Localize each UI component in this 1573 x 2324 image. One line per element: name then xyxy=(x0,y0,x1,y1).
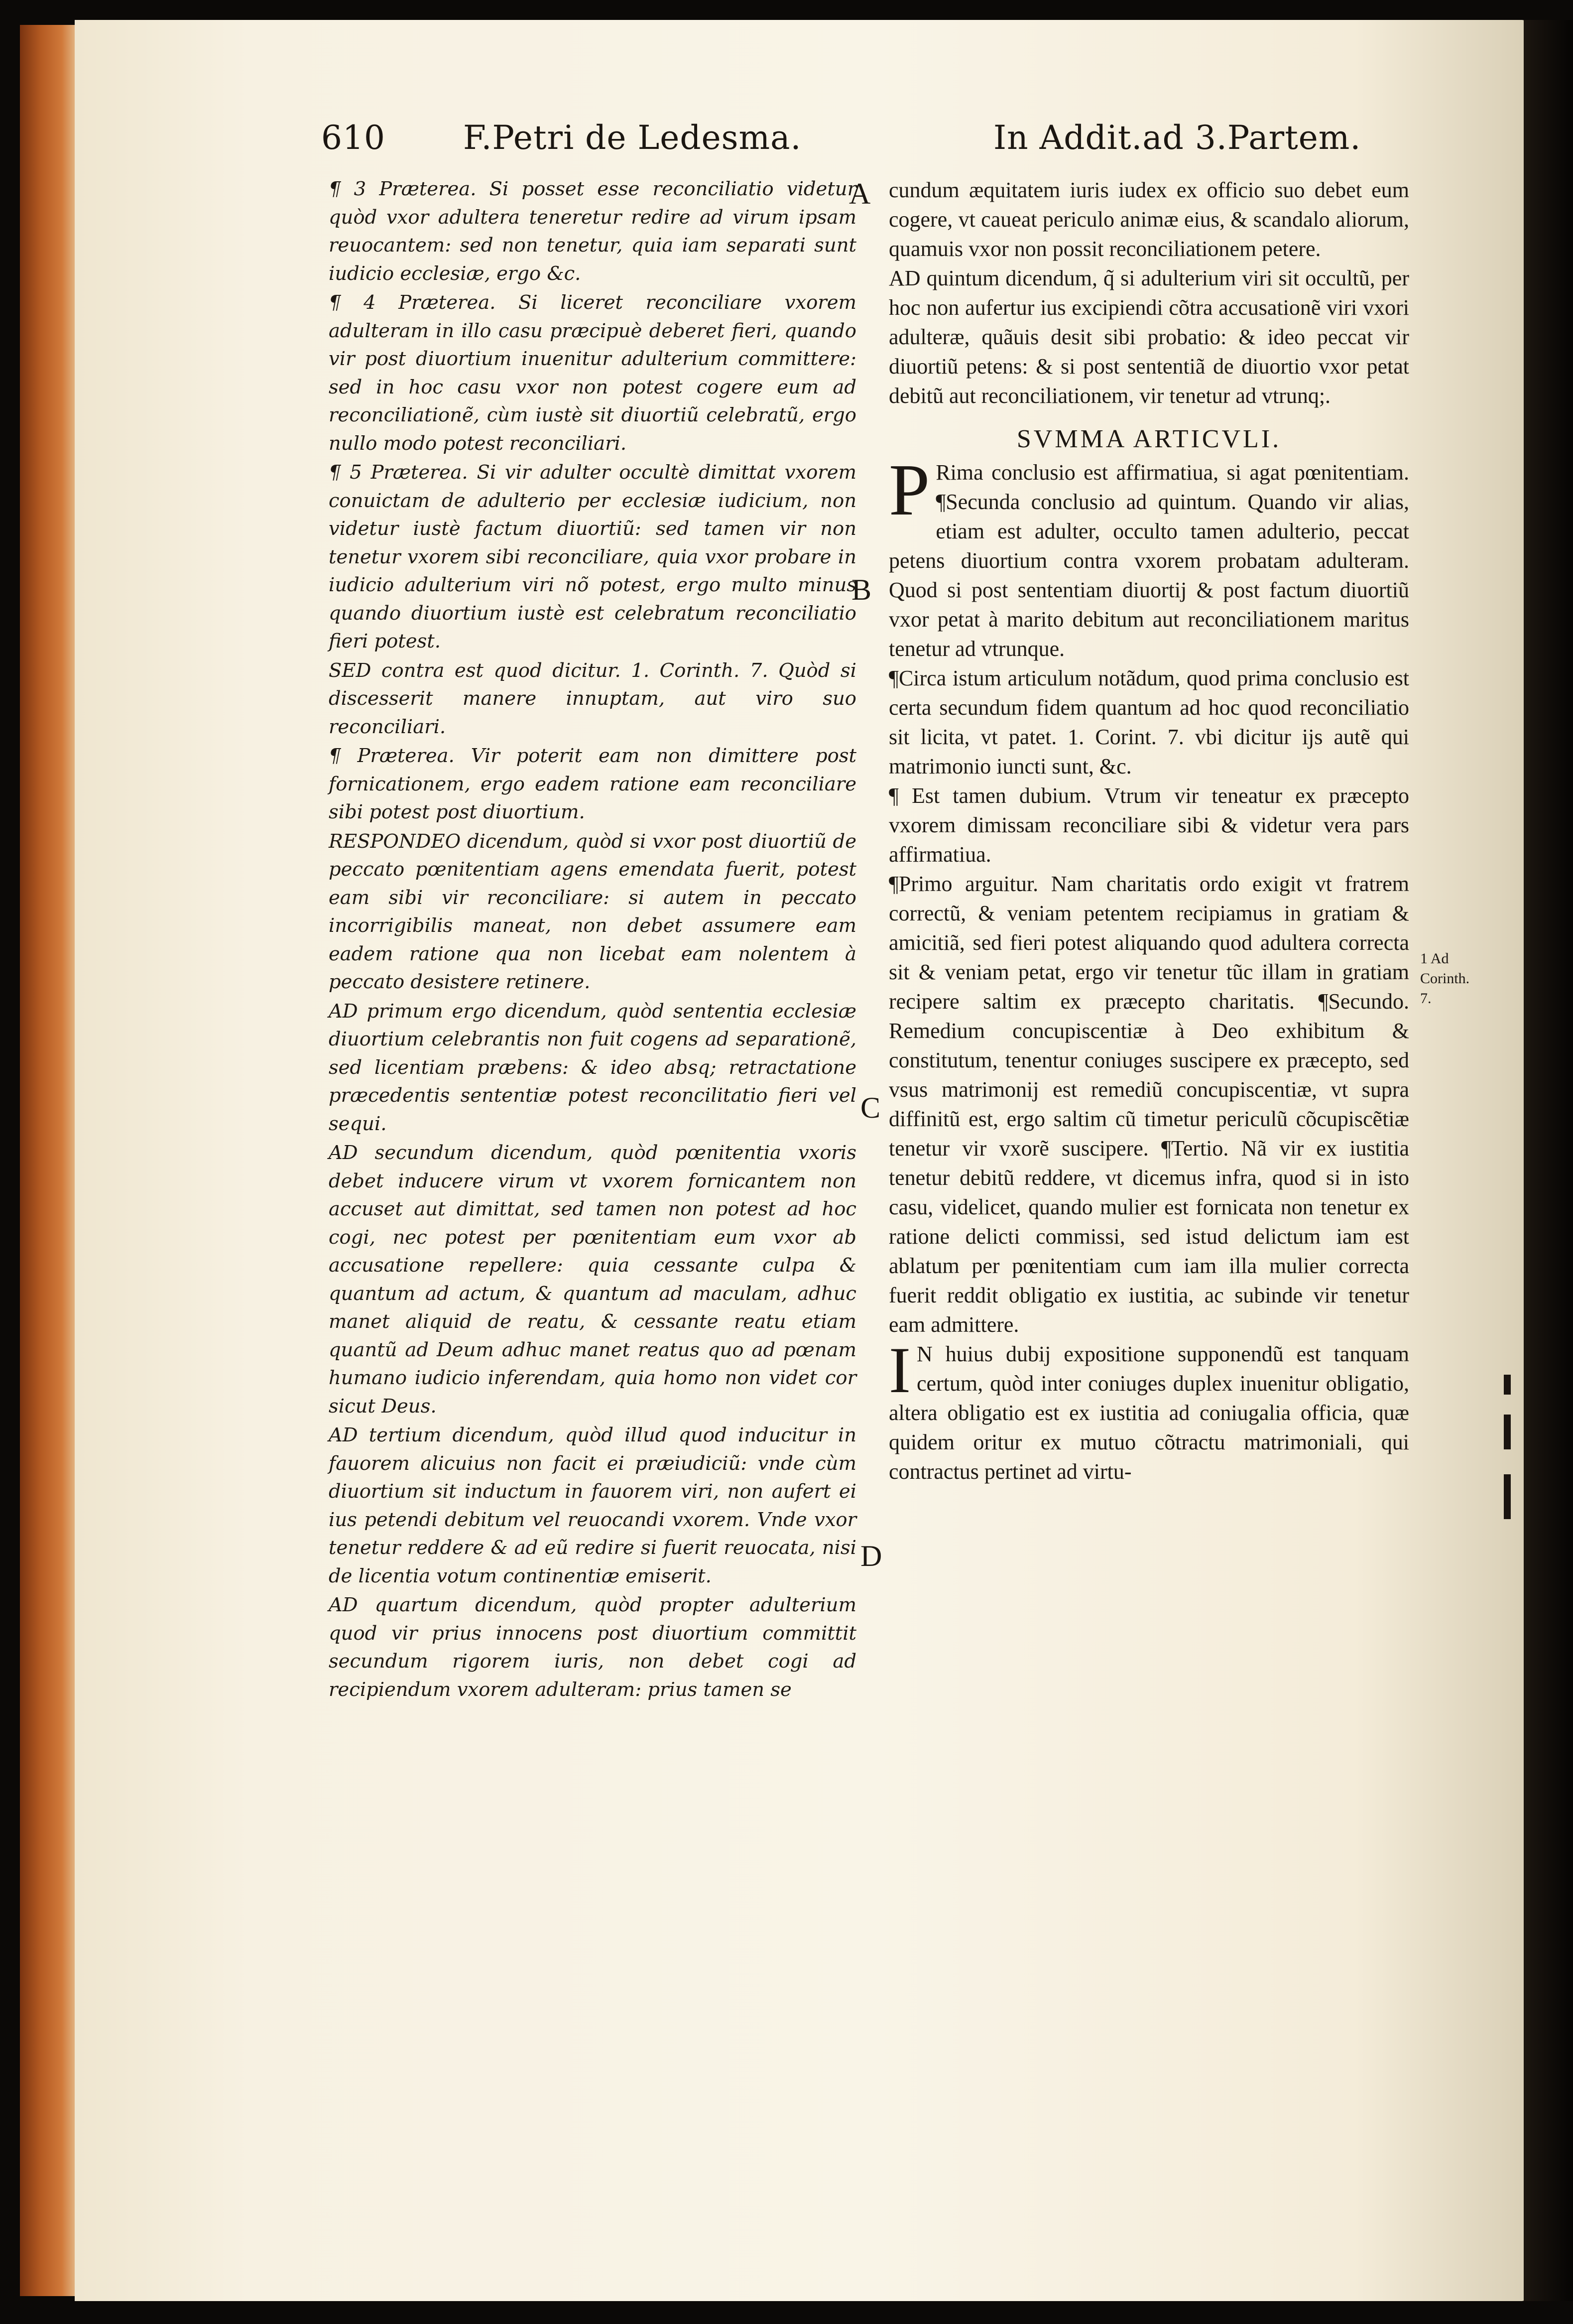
running-title-right: In Addit.ad 3.Partem. xyxy=(993,119,1361,157)
final-paragraph xyxy=(889,1333,1409,1486)
margin-letter-d: D xyxy=(860,1540,882,1572)
bleed-through-mark xyxy=(1504,1375,1511,1395)
paragraph: RESPONDEO dicendum, quòd si vxor post diuortiũ de peccato pœnitentiam agens emendata fuerit, potest eam sibi vir reconciliare: si autem in peccato incorrigibilis maneat, non debet assumere eam eadem ratione qua non licebat eam nolentem à peccato desistere retinere. xyxy=(329,830,856,993)
paragraph: ¶Primo arguitur. Nam charitatis ordo exigit vt fratrem correctũ, & veniam petentem recipiamus in gratiam & amicitiã, sed fieri potest aliquando quod adultera correcta sit & veniam petat, ergo vir tenetur tũc illam in gratiam recipere saltim ex præcepto charitatis. ¶Secundo. Remedium concupiscentiæ à Deo exhibitum & constitutum, tenentur coniuges suscipere ex præcepto, sed vsus matrimonij est remediũ concupiscentiæ, vt supra diffinitũ est, ergo saltim cũ timetur periculũ cõcupiscẽtiæ tenetur vir vxorẽ suscipere. ¶Tertio. Nã vir ex iustitia tenetur debitũ reddere, vt dicemus infra, quod si in isto casu, videlicet, quando mulier est fornicata non tenetur ex ratione delicti commissi, sed istud delictum iam est ablatum per pœnitentiam cum iam illa mulier correcta fuerit reddit obligatio ex iustitia, ac subinde vir tenetur eam admittere. xyxy=(889,872,1409,1337)
paragraph: AD tertium dicendum, quòd illud quod inducitur in fauorem alicuius non facit ei præiudiciũ: vnde cùm diuortium sit inductum in fauorem viri, non aufert ei ius petendi debitum vel reuocandi vxorem. Vnde vxor tenetur reddere & ad eũ redire si fuerit reuocata, nisi de licentia votum continentiæ emiserit. xyxy=(329,1424,856,1587)
summa-text: Rima conclusio est affirmatiua, si agat pœnitentiam. ¶Secunda conclusio ad quintum. Quando vir alias, etiam est adulter, occulto tamen adulterio, peccat petens diuortium contra vxorem probatam adulteram. Quod si post sententiam diuortij & post factum diuortiũ vxor petat à marito debitum aut reconciliationem maritus tenetur ad vtrunque. xyxy=(889,460,1409,661)
final-text: N huius dubij expositione supponendũ est tanquam certum, quòd inter coniuges duplex inuenitur obligatio, altera obligatio est ex iustitia ad coniugalia officia, quæ quidem oritur ex mutuo cõtractu matrimoniali, qui contractus pertinet ad virtu- xyxy=(889,1342,1409,1484)
paragraph: SED contra est quod dicitur. 1. Corinth. 7. Quòd si discesserit manere innuptam, aut viro suo reconciliari. xyxy=(329,659,856,738)
margin-letter-c: C xyxy=(860,1091,881,1124)
paragraph: AD quintum dicendum, q̃ si adulterium viri sit occultũ, per hoc non aufertur ius excipiendi cõtra accusationẽ viri vxori adulteræ, quãuis desit sibi probatio: & ideo peccat vir diuortiũ petens: & si post sententiã de diuortio vxor petat debitũ aut reconciliationem, vir tenetur ad vtrunq;. xyxy=(889,266,1409,408)
right-column xyxy=(889,175,1409,1486)
paragraph: ¶ 5 Præterea. Si vir adulter occultè dimittat vxorem conuictam de adulterio per ecclesiæ iudicium, non videtur iustè factum diuortiũ: sed tamen vir non tenetur vxorem sibi reconciliare, quia vxor probare in iudicio adulterium viri nõ potest, ergo multo minus quando diuortium iustè est celebratum reconciliatio fieri potest. xyxy=(329,461,856,652)
drop-cap: P xyxy=(889,449,930,531)
summa-paragraph xyxy=(889,449,1409,663)
paragraph: ¶Circa istum articulum notãdum, quod prima conclusio est certa secundum fidem quantum ad hoc quod reconciliatio sit licita, vt patet. 1. Corint. 7. vbi dicitur ijs autẽ qui matrimonio iuncti sunt, &c. xyxy=(889,666,1409,778)
bleed-through-mark xyxy=(1504,1415,1511,1449)
bleed-through-mark xyxy=(1504,1474,1511,1519)
left-column xyxy=(329,175,856,1705)
side-note: 1 Ad Corinth. 7. xyxy=(1420,950,1470,1007)
margin-letter-b: B xyxy=(851,573,872,606)
summa-heading: SVMMA ARTICVLI. xyxy=(1016,425,1282,453)
paragraph: AD quartum dicendum, quòd propter adulterium quod vir prius innocens post diuortium committit secundum rigorem iuris, non debet cogi ad recipiendum vxorem adulteram: prius tamen se xyxy=(329,1594,856,1701)
drop-cap: I xyxy=(889,1333,911,1407)
paragraph: ¶ 4 Præterea. Si liceret reconciliare vxorem adulteram in illo casu præcipuè deberet fieri, quando vir post diuortium inuenitur adulterium committere: sed in hoc casu vxor non potest cogere eum ad reconciliationẽ, cùm iustè sit diuortiũ celebratũ, ergo nullo modo potest reconciliari. xyxy=(329,291,856,455)
paragraph: ¶ Est tamen dubium. Vtrum vir teneatur ex præcepto vxorem dimissam reconciliare sibi & videtur vera pars affirmatiua. xyxy=(889,783,1409,867)
margin-letter-a: A xyxy=(849,177,871,210)
running-title-left: F.Petri de Ledesma. xyxy=(463,119,802,157)
paragraph: cundum æquitatem iuris iudex ex officio suo debet eum cogere, vt caueat periculo animæ eius, & scandalo aliorum, quamuis vxor non possit reconciliationem petere. xyxy=(889,178,1409,261)
paragraph: ¶ 3 Præterea. Si posset esse reconciliatio videtur quòd vxor adultera teneretur redire ad virum ipsam reuocantem: sed non tenetur, quia iam separati sunt iudicio ecclesiæ, ergo &c. xyxy=(329,178,856,285)
book-binding xyxy=(1524,20,1573,2301)
paragraph: ¶ Præterea. Vir poterit eam non dimittere post fornicationem, ergo eadem ratione eam reconciliare sibi potest post diuortium. xyxy=(329,745,856,823)
paragraph: AD primum ergo dicendum, quòd sententia ecclesiæ diuortium celebrantis non fuit cogens ad separationẽ, sed licentiam præbens: & ideo absq; retractatione præcedentis sententiæ potest reconcilitatio fieri vel sequi. xyxy=(329,1000,856,1135)
paragraph: AD secundum dicendum, quòd pœnitentia vxoris debet inducere virum vt vxorem fornicantem non accuset aut dimittat, sed tamen non potest ad hoc cogi, nec potest per pœnitentiam eum vxor ab accusatione repellere: quia cessante culpa & quantum ad actum, & quantum ad maculam, adhuc manet aliquid de reatu, & cessante reatu etiam quantũ ad Deum adhuc manet reatus quo ad pœnam humano iudicio inferendam, quia homo non videt cor sicut Deus. xyxy=(329,1142,856,1418)
page-edge xyxy=(20,25,80,2296)
page-number: 610 xyxy=(321,119,385,157)
